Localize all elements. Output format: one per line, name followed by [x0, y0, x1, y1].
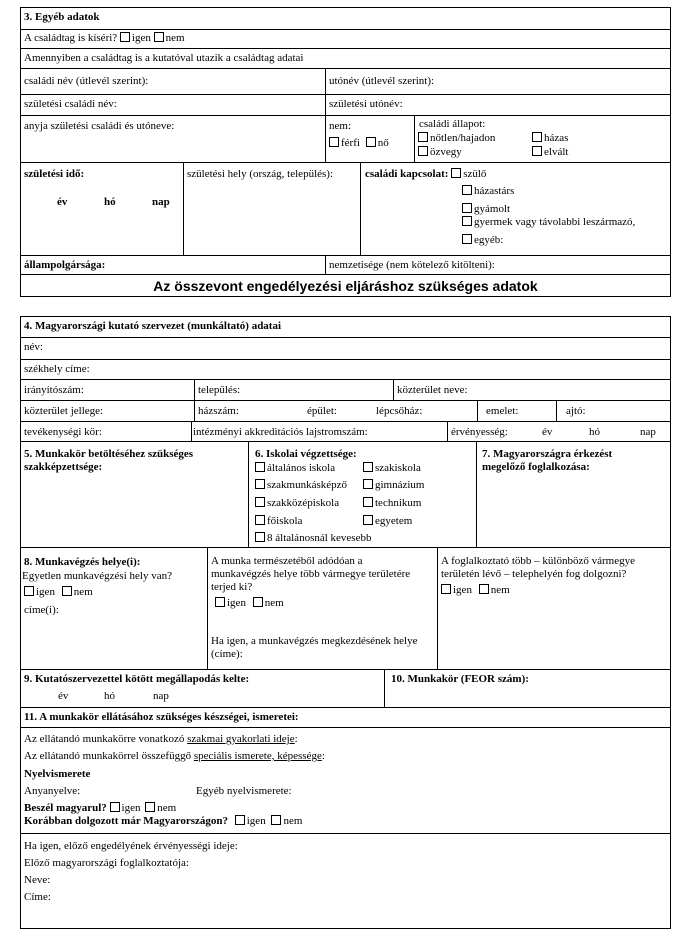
- relation-child-label: gyermek vagy távolabbi leszármazó,: [474, 216, 636, 228]
- section-5-title-line2: szakképzettsége:: [24, 461, 103, 473]
- other-language-field[interactable]: Egyéb nyelvismerete:: [196, 785, 292, 797]
- edu-primary-label: általános iskola: [267, 462, 336, 474]
- practice-label: Az ellátandó munkakörre vonatkozó: [24, 733, 188, 745]
- divider: [20, 359, 671, 360]
- no-label: nem: [283, 815, 303, 827]
- divider: [20, 379, 671, 380]
- edu-less-than-8-option: [255, 532, 371, 545]
- female-label: nő: [377, 137, 389, 149]
- section-6-title: 6. Iskolai végzettsége:: [255, 448, 357, 460]
- relation-child-checkbox[interactable]: [462, 216, 472, 226]
- edu-vocational-checkbox[interactable]: [363, 462, 373, 472]
- relation-spouse-label: házastárs: [474, 185, 515, 197]
- marital-married-option: [532, 132, 568, 145]
- multi-site-yes-checkbox[interactable]: [441, 584, 451, 594]
- accompanied-yes-checkbox[interactable]: [120, 32, 130, 42]
- employer-name-field[interactable]: név:: [24, 341, 43, 353]
- building-field[interactable]: épület:: [307, 405, 337, 417]
- birth-given-name-field[interactable]: születési utónév:: [329, 98, 403, 110]
- divider: [20, 421, 671, 422]
- edu-vocational-option: [363, 462, 421, 475]
- yes-label: igen: [227, 597, 246, 609]
- edu-tech-secondary-checkbox[interactable]: [255, 497, 265, 507]
- birth-year-label: év: [57, 196, 68, 208]
- edu-grammar-option: [363, 479, 425, 492]
- divider: [20, 400, 671, 401]
- edu-technical-label: technikum: [375, 497, 422, 509]
- section-10-title: 10. Munkakör (FEOR szám):: [391, 673, 529, 685]
- edu-university-option: [363, 515, 412, 528]
- section-7-title-line2: megelőző foglalkozása:: [482, 461, 590, 473]
- relation-other-checkbox[interactable]: [462, 234, 472, 244]
- yes-label: igen: [246, 815, 266, 827]
- section-11-title: 11. A munkakör ellátásához szükséges készségei, ismeretei:: [24, 711, 299, 723]
- marital-single-checkbox[interactable]: [418, 132, 428, 142]
- accompanied-question: [24, 32, 185, 45]
- divider: [325, 255, 326, 275]
- special-colon: :: [321, 750, 325, 762]
- divider: [393, 379, 394, 400]
- single-place-yes-checkbox[interactable]: [24, 586, 34, 596]
- banner-title: Az összevont engedélyezési eljáráshoz szükséges adatok: [153, 278, 538, 294]
- special-row: [24, 750, 325, 763]
- multi-site-no-checkbox[interactable]: [479, 584, 489, 594]
- relation-parent-checkbox[interactable]: [451, 168, 461, 178]
- section-3-title: 3. Egyéb adatok: [24, 11, 100, 23]
- family-member-note: Amennyiben a családtag is a kutatóval utazik a családtag adatai: [24, 52, 304, 64]
- marital-divorced-checkbox[interactable]: [532, 146, 542, 156]
- validity-label: érvényesség:: [451, 426, 508, 438]
- divider: [20, 48, 671, 49]
- male-label: férfi: [341, 137, 360, 149]
- edu-less-than-8-checkbox[interactable]: [255, 532, 265, 542]
- divider: [20, 115, 671, 116]
- marital-divorced-option: [532, 146, 568, 159]
- birth-month-label: hó: [104, 196, 116, 208]
- door-field[interactable]: ajtó:: [566, 405, 586, 417]
- divider: [183, 162, 184, 255]
- yes-label: igen: [453, 584, 472, 596]
- marital-divorced-label: elvált: [544, 146, 569, 158]
- edu-university-label: egyetem: [375, 515, 413, 527]
- postcode-field[interactable]: irányítószám:: [24, 384, 84, 396]
- section-4-title: 4. Magyarországi kutató szervezet (munkáltató) adatai: [24, 320, 282, 332]
- section-5-title-line1: 5. Munkakör betöltéséhez szükséges: [24, 448, 194, 460]
- no-label: nem: [490, 584, 510, 596]
- relation-spouse-option: [462, 185, 514, 198]
- family-name-field[interactable]: családi név (útlevél szerint):: [24, 75, 149, 87]
- multi-site-question-line1: A foglalkoztató több – különböző vármegye: [441, 555, 635, 567]
- start-place-line1: Ha igen, a munkavégzés megkezdésének helye: [211, 635, 418, 647]
- edu-grammar-label: gimnázium: [375, 479, 425, 491]
- divider: [20, 29, 671, 30]
- yes-label: igen: [121, 802, 141, 814]
- yes-label: igen: [131, 32, 151, 44]
- mother-name-field[interactable]: anyja születési családi és utóneve:: [24, 120, 175, 132]
- edu-vocational-label: szakiskola: [375, 462, 421, 474]
- public-area-name-field[interactable]: közterület neve:: [397, 384, 468, 396]
- male-checkbox[interactable]: [329, 137, 339, 147]
- counties-options: [215, 597, 284, 610]
- section-7-title-line1: 7. Magyarországra érkezést: [482, 448, 613, 460]
- special-underlined: speciális ismerete, képessége: [193, 750, 322, 762]
- marital-widowed-option: [418, 146, 462, 159]
- mother-tongue-field[interactable]: Anyanyelve:: [24, 785, 81, 797]
- single-place-options: [24, 586, 93, 599]
- accompanied-label: A családtag is kíséri?: [24, 32, 118, 44]
- agreement-month-label: hó: [104, 690, 115, 702]
- edu-tech-secondary-label: szakközépiskola: [267, 497, 340, 509]
- divider: [191, 421, 192, 442]
- marital-status-label: családi állapot:: [419, 118, 486, 130]
- marital-married-label: házas: [544, 132, 569, 144]
- validity-day-label: nap: [640, 426, 656, 438]
- edu-technical-checkbox[interactable]: [363, 497, 373, 507]
- work-addresses-field[interactable]: címe(i):: [24, 604, 59, 616]
- nationality-field[interactable]: nemzetisége (nem kötelező kitölteni):: [329, 259, 495, 271]
- sex-label: nem:: [329, 120, 351, 132]
- divider: [194, 379, 195, 421]
- employer-address-field-prev[interactable]: Címe:: [24, 891, 51, 903]
- speaks-hungarian-no-checkbox[interactable]: [145, 802, 155, 812]
- no-label: nem: [73, 586, 93, 598]
- divider: [476, 441, 477, 548]
- accreditation-field[interactable]: intézményi akkreditációs lajstromszám:: [193, 426, 368, 438]
- practice-row: [24, 733, 298, 746]
- accompanied-no-checkbox[interactable]: [154, 32, 164, 42]
- speaks-hungarian-row: [24, 802, 176, 815]
- worked-in-hungary-row: [24, 815, 302, 828]
- divider: [447, 421, 448, 442]
- edu-college-option: [255, 515, 302, 528]
- citizenship-field[interactable]: állampolgársága:: [24, 259, 106, 271]
- edu-college-checkbox[interactable]: [255, 515, 265, 525]
- marital-widowed-label: özvegy: [430, 146, 462, 158]
- divider: [248, 441, 249, 548]
- employer-name-field-prev[interactable]: Neve:: [24, 874, 51, 886]
- section-8-title: 8. Munkavégzés helye(i):: [24, 556, 141, 568]
- relation-child-option: [462, 216, 635, 229]
- practice-underlined: szakmai gyakorlati ideje: [187, 733, 295, 745]
- counties-question-line1: A munka természetéből adódóan a: [211, 555, 363, 567]
- relation-ward-checkbox[interactable]: [462, 203, 472, 213]
- divider: [414, 115, 415, 162]
- divider: [20, 833, 671, 834]
- divider: [556, 400, 557, 421]
- relation-parent-row: [365, 168, 486, 181]
- birth-family-name-field[interactable]: születési családi név:: [24, 98, 117, 110]
- start-place-line2[interactable]: (címe):: [211, 648, 243, 660]
- divider: [437, 547, 438, 670]
- given-name-field[interactable]: utónév (útlevél szerint):: [329, 75, 435, 87]
- marital-widowed-checkbox[interactable]: [418, 146, 428, 156]
- edu-technical-option: [363, 497, 421, 510]
- section-9-title: 9. Kutatószervezettel kötött megállapodás kelte:: [24, 673, 250, 685]
- marital-single-label: nőtlen/hajadon: [430, 132, 496, 144]
- birth-place-field[interactable]: születési hely (ország, település):: [187, 168, 334, 180]
- divider: [20, 255, 671, 256]
- speaks-hungarian-label: Beszél magyarul?: [24, 802, 107, 814]
- agreement-day-label: nap: [153, 690, 169, 702]
- multi-site-question-line2: területén lévő – telephelyén fog dolgozni?: [441, 568, 627, 580]
- counties-question-line2: munkavégzés helye több vármegye területére: [211, 568, 411, 580]
- relation-ward-option: [462, 203, 510, 216]
- divider: [325, 68, 326, 162]
- language-title: Nyelvismerete: [24, 768, 91, 780]
- marital-married-checkbox[interactable]: [532, 132, 542, 142]
- counties-question-line3: terjed ki?: [211, 581, 253, 593]
- counties-no-checkbox[interactable]: [253, 597, 263, 607]
- divider: [477, 400, 478, 421]
- validity-month-label: hó: [589, 426, 600, 438]
- activity-field[interactable]: tevékenységi kör:: [24, 426, 102, 438]
- divider: [384, 669, 385, 708]
- relation-other-label: egyéb:: [474, 234, 504, 246]
- settlement-field[interactable]: település:: [198, 384, 241, 396]
- single-place-question: Egyetlen munkavégzési hely van?: [22, 570, 172, 582]
- special-label: Az ellátandó munkakörrel összefüggő: [24, 750, 194, 762]
- divider: [360, 162, 361, 255]
- single-place-no-checkbox[interactable]: [62, 586, 72, 596]
- edu-college-label: főiskola: [267, 515, 303, 527]
- validity-year-label: év: [542, 426, 553, 438]
- female-checkbox[interactable]: [366, 137, 376, 147]
- multi-site-options: [441, 584, 510, 597]
- speaks-hungarian-yes-checkbox[interactable]: [110, 802, 120, 812]
- divider: [20, 727, 671, 728]
- relation-label: családi kapcsolat:: [365, 168, 449, 180]
- relation-ward-label: gyámolt: [474, 203, 511, 215]
- edu-university-checkbox[interactable]: [363, 515, 373, 525]
- previous-permit-field[interactable]: Ha igen, előző engedélyének érvényességi ideje:: [24, 840, 238, 852]
- house-number-field[interactable]: házszám:: [198, 405, 239, 417]
- divider: [20, 337, 671, 338]
- divider: [207, 547, 208, 670]
- birth-date-label: születési idő:: [24, 168, 85, 180]
- edu-primary-option: [255, 462, 335, 475]
- public-area-type-field[interactable]: közterület jellege:: [24, 405, 104, 417]
- counties-yes-checkbox[interactable]: [215, 597, 225, 607]
- birth-day-label: nap: [152, 196, 170, 208]
- marital-single-option: [418, 132, 495, 145]
- edu-tech-secondary-option: [255, 497, 339, 510]
- worked-in-hungary-no-checkbox[interactable]: [271, 815, 281, 825]
- no-label: nem: [264, 597, 284, 609]
- worked-in-hungary-yes-checkbox[interactable]: [235, 815, 245, 825]
- edu-less-than-8-label: 8 általánosnál kevesebb: [267, 532, 372, 544]
- relation-other-option: [462, 234, 503, 247]
- relation-parent-label: szülő: [463, 168, 487, 180]
- no-label: nem: [165, 32, 185, 44]
- edu-voc-secondary-option: [255, 479, 347, 492]
- edu-primary-checkbox[interactable]: [255, 462, 265, 472]
- yes-label: igen: [36, 586, 55, 598]
- edu-voc-secondary-checkbox[interactable]: [255, 479, 265, 489]
- no-label: nem: [157, 802, 177, 814]
- previous-employer-label: Előző magyarországi foglalkoztatója:: [24, 857, 189, 869]
- relation-spouse-checkbox[interactable]: [462, 185, 472, 195]
- floor-field[interactable]: emelet:: [486, 405, 519, 417]
- sex-options: [329, 137, 389, 150]
- divider: [20, 94, 671, 95]
- edu-voc-secondary-label: szakmunkásképző: [267, 479, 348, 491]
- divider: [20, 68, 671, 69]
- agreement-year-label: év: [58, 690, 69, 702]
- edu-grammar-checkbox[interactable]: [363, 479, 373, 489]
- divider: [20, 162, 671, 163]
- staircase-field[interactable]: lépcsőház:: [376, 405, 423, 417]
- seat-address-field[interactable]: székhely címe:: [24, 363, 90, 375]
- practice-colon: :: [294, 733, 298, 745]
- worked-in-hungary-label: Korábban dolgozott már Magyarországon?: [24, 815, 228, 827]
